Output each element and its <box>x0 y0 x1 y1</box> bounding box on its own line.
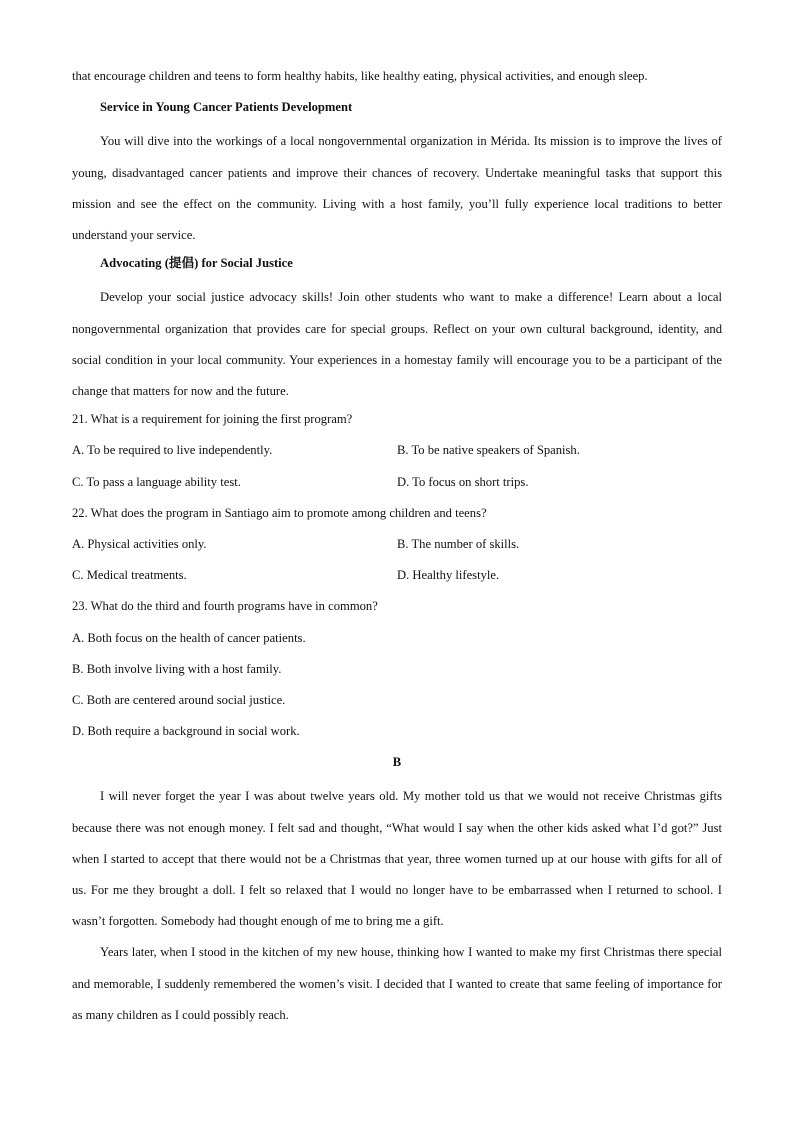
question-23-option-a: A. Both focus on the health of cancer patients. <box>72 630 306 645</box>
section-b-label: B <box>392 755 402 770</box>
program3-body: You will dive into the workings of a local nongovernmental organization in Mérida. Its mission is to improve the lives of young, disadvantaged cancer patients and improve their chances of recovery. Undertake meaningful tasks that support this mission and see the effect on the community. Living with a host family, you’ll fully experience local traditions to better understand your service. <box>72 134 722 242</box>
question-22-option-a: A. Physical activities only. <box>72 536 207 551</box>
question-22-option-b: B. The number of skills. <box>397 536 520 551</box>
question-21-options-row-2 <box>72 470 722 501</box>
question-22-stem: 22. What does the program in Santiago aim to promote among children and teens? <box>72 505 487 520</box>
question-21-options-row-1 <box>72 438 722 469</box>
program4-heading: Advocating (提倡) for Social Justice <box>100 256 293 271</box>
program3-heading: Service in Young Cancer Patients Development <box>100 100 353 115</box>
question-23-option-b: B. Both involve living with a host family. <box>72 661 282 676</box>
question-23-option-c: C. Both are centered around social justice. <box>72 692 286 707</box>
question-21-stem: 21. What is a requirement for joining the first program? <box>72 412 353 427</box>
intro-tail-text: that encourage children and teens to form healthy habits, like healthy eating, physical activities, and enough sleep. <box>72 69 648 83</box>
section-b-paragraph-1: I will never forget the year I was about twelve years old. My mother told us that we would not receive Christmas gifts because there was not enough money. I felt sad and thought, “What would I say when the other kids asked what I’d got?” Just when I started to accept that there would not be a Christmas that year, three women turned up at our house with gifts for all of us. For me they brought a doll. I felt so relaxed that I would no longer have to be embarrassed when I returned to school. I wasn’t forgotten. Somebody had thought enough of me to bring me a gift. <box>72 789 722 929</box>
question-23-stem: 23. What do the third and fourth programs have in common? <box>72 599 378 614</box>
document-page <box>72 64 722 1031</box>
question-21-option-c: C. To pass a language ability test. <box>72 474 241 489</box>
question-21-option-d: D. To focus on short trips. <box>397 474 529 489</box>
question-23-option-d: D. Both require a background in social work. <box>72 724 300 739</box>
program4-body: Develop your social justice advocacy skills! Join other students who want to make a difference! Learn about a local nongovernmental organization that provides care for special groups. Reflect on your own cultural background, identity, and social condition in your local community. Your experiences in a homestay family will encourage you to be a participant of the change that matters for now and the future. <box>72 290 722 398</box>
section-b-paragraph-2: Years later, when I stood in the kitchen of my new house, thinking how I wanted to make my first Christmas there special and memorable, I suddenly remembered the women’s visit. I decided that I wanted to create that same feeling of importance for as many children as I could possibly reach. <box>72 945 722 1022</box>
question-21-option-b: B. To be native speakers of Spanish. <box>397 443 580 458</box>
question-22-options-row-2 <box>72 563 722 594</box>
question-22-option-c: C. Medical treatments. <box>72 568 187 583</box>
question-21-option-a: A. To be required to live independently. <box>72 443 273 458</box>
question-22-options-row-1 <box>72 532 722 563</box>
question-22-option-d: D. Healthy lifestyle. <box>397 568 500 583</box>
